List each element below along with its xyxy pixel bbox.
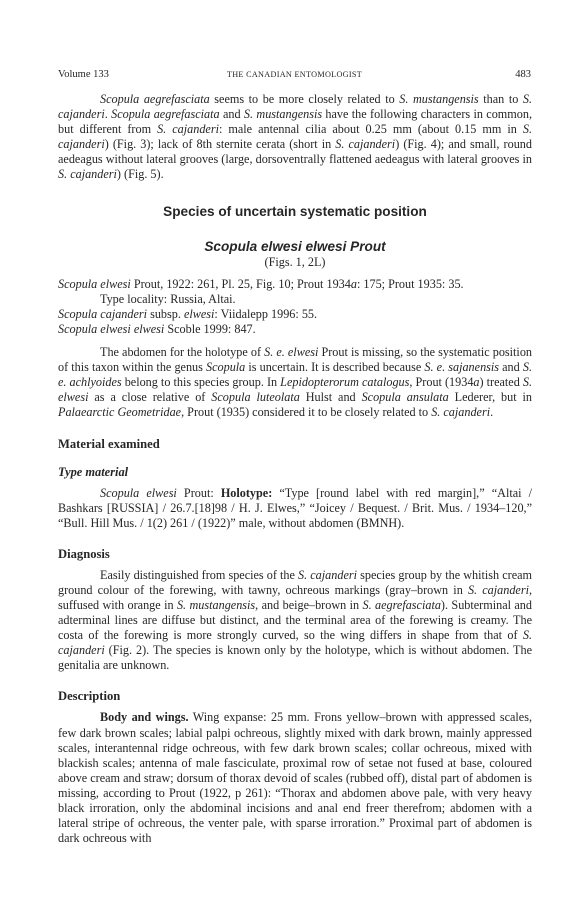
article-body	[58, 92, 532, 846]
text-run: Wing expanse: 25 mm. Frons yellow–brown with appressed scales, few dark brown scales; labial palpi ochreous, slightly mixed with dark brown, mainly appressed scales, interantennal ridge ochreous, with few dark brown scales; collar ochreous, mixed with blackish scales; antenna of male fasciculate, proximal row of setae not fused at base, coloured above cream and straw; dorsum of thorax devoid of scales (rubbed off), distal part of abdomen is missing, according to Prout (1922, p 261): “Thorax and abdomen above pale, with very heavy black irroration, only the abdominal incisions and anal end freer therefrom; abdomen with a lateral stripe of ochreous, the venter pale, with sparse irroration.” Proximal part of abdomen is dark ochreous with	[58, 710, 532, 846]
text-run: ) (Fig. 5).	[116, 167, 164, 182]
taxon-name: S. cajanderi	[58, 628, 532, 658]
text-run: Prout:	[176, 485, 221, 500]
text-run: .	[490, 405, 494, 420]
page-number: 483	[515, 69, 531, 80]
text-run: seems to be more closely related to	[209, 92, 400, 106]
text-run: , Prout (1935) considered it to be closely related to	[181, 405, 432, 420]
text-run: than to	[478, 92, 523, 106]
taxon-name: S. cajanderi	[467, 582, 529, 597]
synonymy-entry	[58, 277, 532, 307]
text-run: : male antennal cilia about 0.25 mm (about 0.15 mm in	[218, 122, 523, 137]
text-run: ). Subterminal and adterminal lines are diffuse but distinct, and the terminal area of the forewing is creamy. The costa of the forewing is more strongly curved, so the wing differs in shape from that of	[58, 597, 532, 643]
taxon-name: Scopula elwesi elwesi	[58, 321, 165, 336]
taxon-name: S. cajanderi	[58, 122, 532, 152]
text-run: Lederer, but in	[448, 390, 533, 405]
text-run: Hulst and	[299, 390, 362, 405]
text-run: a	[473, 375, 480, 390]
journal-title: THE CANADIAN ENTOMOLOGIST	[226, 70, 363, 79]
text-run: a	[350, 276, 357, 291]
text-run: species group by the whitish cream ground colour of the forewing, with tawny, ochreous markings (gray–brown in	[58, 567, 532, 597]
text-run: and	[499, 360, 523, 375]
taxon-name: Scopula luteolata	[211, 390, 300, 405]
text-run: subsp.	[147, 306, 184, 321]
running-head	[58, 68, 531, 82]
type-material-heading: Type material	[58, 464, 129, 479]
synonymy-entry	[58, 307, 532, 322]
taxon-name: S. mustangensis	[243, 107, 323, 122]
text-run: (Fig. 2). The species is known only by the holotype, which is without abdomen. The genitalia are unknown.	[58, 643, 532, 673]
type-locality: Type locality: Russia, Altai.	[100, 291, 236, 306]
taxon-name: S. elwesi	[58, 375, 532, 405]
text-run: , and beige–brown in	[255, 597, 363, 612]
taxon-name: Scopula elwesi	[100, 485, 177, 500]
taxon-name: S. cajanderi	[431, 405, 491, 420]
text-run: , suffused with orange in	[58, 582, 533, 612]
text-run: , Prout (1934	[409, 375, 474, 390]
subheading-lead: Body and wings.	[100, 710, 189, 725]
taxon-name: Scopula aegrefasciata	[100, 92, 210, 106]
text-run: is uncertain. It is described because	[245, 360, 425, 375]
taxon-name: Scopula aegrefasciata	[111, 107, 220, 122]
taxon-name: Scopula ansulata	[361, 390, 449, 405]
type-material-paragraph	[58, 486, 532, 531]
volume-label: Volume 133	[58, 69, 109, 80]
holotype-label: Holotype:	[220, 485, 273, 500]
taxon-name: S. e. sajanensis	[424, 360, 500, 375]
text-run: Prout is missing, so the systematic position of this taxon within the genus	[58, 345, 533, 375]
taxon-name: S. cajanderi	[298, 567, 357, 582]
text-run: as a close relative of	[88, 390, 212, 405]
text-run: : 175; Prout 1935: 35.	[356, 276, 464, 291]
taxon-name: S. cajanderi	[58, 167, 117, 182]
text-run: “Type [round label with red margin],” “Altai / Bashkars [RUSSIA] / 26.7.[18]98 / H. J. Elwes,” “Joicey / Bequest. / Brit. Mus. / 1934–120,” “Bull. Hill Mus. / 1(2) 261 / (1922)” male, without abdomen (BMNH).	[58, 485, 532, 530]
text-run: ) (Fig. 3); lack of 8th sternite cerata (short in	[104, 137, 336, 152]
material-heading: Material examined	[58, 436, 160, 451]
description-heading: Description	[58, 689, 121, 704]
synonymy-entry	[58, 322, 532, 337]
taxon-name: S. e. achlyoides	[58, 360, 532, 390]
text-run: : Viidalepp 1996: 55.	[214, 306, 318, 321]
taxon-name: S. cajanderi	[335, 137, 396, 152]
taxon-name: Scopula cajanderi	[58, 306, 148, 321]
text-run: .	[104, 107, 112, 122]
abdomen-paragraph	[58, 345, 532, 420]
text-run: Prout, 1922: 261, Pl. 25, Fig. 10; Prout 1934	[130, 276, 351, 291]
species-heading: Scopula elwesi elwesi Prout	[204, 238, 386, 254]
taxon-name: elwesi	[183, 306, 215, 321]
text-run: The abdomen for the holotype of	[100, 345, 265, 360]
taxon-name: S. e. elwesi	[264, 345, 319, 360]
diagnosis-heading: Diagnosis	[58, 546, 110, 561]
intro-paragraph	[58, 92, 532, 183]
text-run: ) treated	[479, 375, 523, 390]
text-run: have the following characters in common, but different from	[58, 107, 532, 137]
book-title: Palaearctic Geometridae	[58, 405, 182, 420]
taxon-name: S. cajanderi	[157, 122, 219, 137]
book-title: Lepidopterorum catalogus	[280, 375, 410, 390]
taxon-name: Scopula elwesi	[58, 276, 131, 291]
taxon-name: S. mustangensis	[399, 92, 479, 106]
text-run: belong to this species group. In	[121, 375, 281, 390]
taxon-name: Scopula	[206, 360, 246, 375]
description-paragraph	[58, 710, 532, 846]
taxon-name: S. aegrefasciata	[362, 597, 441, 612]
synonymy-list	[58, 277, 532, 337]
diagnosis-paragraph	[58, 568, 532, 674]
taxon-name: S. cajanderi	[58, 92, 533, 122]
taxon-name: S. mustangensis	[176, 597, 256, 612]
figure-reference: (Figs. 1, 2L)	[264, 254, 326, 269]
text-run: Easily distinguished from species of the	[100, 567, 299, 582]
text-run: and	[219, 107, 244, 122]
section-heading: Species of uncertain systematic position	[163, 203, 427, 219]
text-run: Scoble 1999: 847.	[164, 321, 256, 336]
text-run: ) (Fig. 4); and small, round aedeagus without lateral grooves (large, dorsoventrally flattened aedeagus with lateral grooves in	[58, 137, 532, 167]
